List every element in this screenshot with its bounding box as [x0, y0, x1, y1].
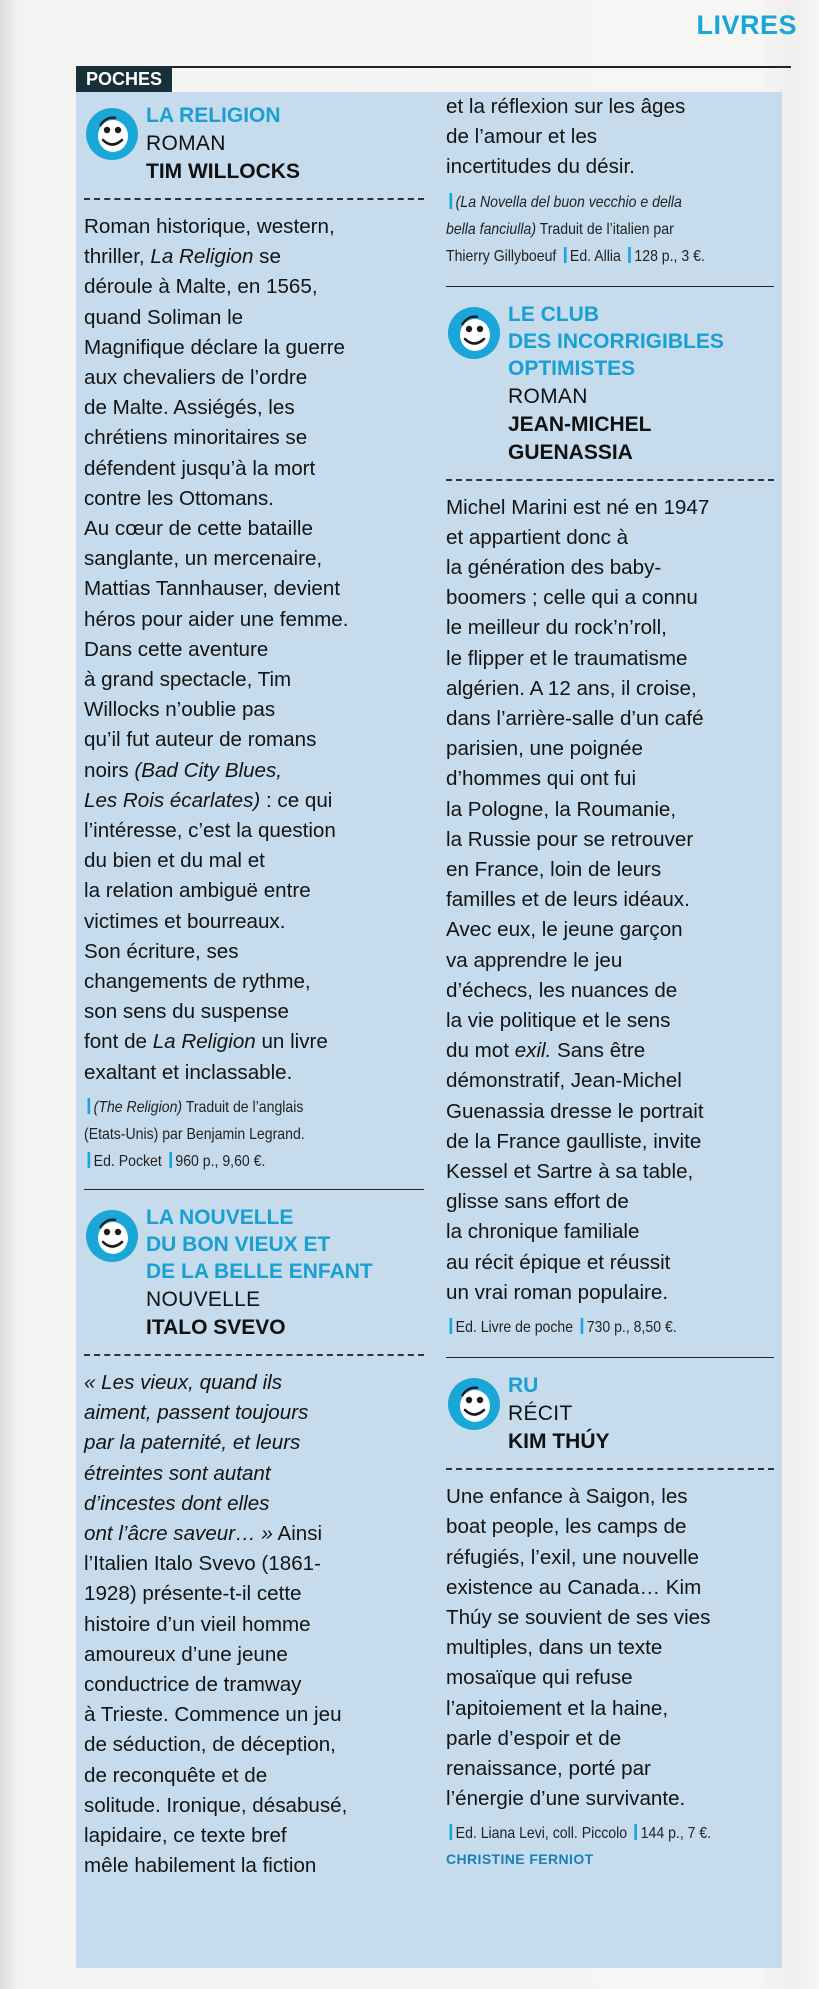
- body-line: [84, 1489, 424, 1519]
- italic-text: exil.: [514, 1039, 552, 1063]
- body-line: [446, 825, 774, 855]
- credit-line: [446, 1314, 735, 1341]
- italic-text: bella fanciulla): [446, 220, 537, 238]
- body-line: [446, 1157, 774, 1187]
- body-line: [446, 92, 774, 122]
- body-line: [84, 605, 424, 635]
- text-run: l’Italien Italo Svevo (1861-: [84, 1552, 321, 1576]
- text-run: la Pologne, la Roumanie,: [446, 797, 677, 821]
- separator-bar: [450, 193, 453, 209]
- entry-author: ITALO SVEVO: [146, 1315, 286, 1339]
- body-line: [446, 152, 774, 182]
- separator-bar: [88, 1152, 91, 1168]
- body-line: [446, 976, 774, 1006]
- entry-body: [446, 1482, 774, 1814]
- body-line: [446, 613, 774, 643]
- entry-body: [446, 92, 774, 183]
- body-line: [84, 1821, 424, 1851]
- text-run: un livre: [255, 1030, 328, 1054]
- text-run: Thúy se souvient de ses vies: [446, 1605, 711, 1629]
- body-line: [446, 1482, 774, 1512]
- entry-body: [84, 1368, 424, 1881]
- body-line: [84, 1027, 424, 1057]
- text-run: le meilleur du rock’n’roll,: [446, 616, 667, 640]
- text-run: de séduction, de déception,: [84, 1733, 336, 1757]
- text-run: existence au Canada… Kim: [446, 1575, 702, 1599]
- body-line: [84, 574, 424, 604]
- entry-divider: [446, 1357, 774, 1358]
- body-line: [84, 242, 424, 272]
- body-line: [446, 493, 774, 523]
- text-run: thriller,: [84, 245, 151, 269]
- text-run: Traduit de l’italien par: [536, 220, 674, 238]
- body-line: [446, 885, 774, 915]
- entry-divider: [84, 1189, 424, 1190]
- entry-nouvelle-continued: [446, 92, 774, 270]
- text-run: incertitudes du désir.: [446, 155, 635, 179]
- entry-headline: RU: [508, 1374, 539, 1398]
- text-run: 128 p., 3 €.: [634, 247, 705, 265]
- entry-credits: [446, 1314, 774, 1341]
- separator-bar: [581, 1318, 584, 1334]
- smiley-logo-icon: [86, 1210, 138, 1262]
- italic-text: (The Religion): [93, 1098, 183, 1116]
- body-line: [84, 1428, 424, 1458]
- body-line: [84, 212, 424, 242]
- body-line: [446, 674, 774, 704]
- body-line: [84, 544, 424, 574]
- text-run: chrétiens minoritaires se: [84, 426, 308, 450]
- text-run: Dans cette aventure: [84, 637, 269, 661]
- entry-credits: [446, 189, 774, 270]
- entry-genre: NOUVELLE: [146, 1287, 261, 1311]
- body-line: [446, 764, 774, 794]
- body-line: [84, 1549, 424, 1579]
- text-run: Kessel et Sartre à sa table,: [446, 1160, 694, 1184]
- smiley-logo-icon: [448, 307, 500, 359]
- text-run: : ce qui: [260, 788, 333, 812]
- body-line: [446, 1036, 774, 1066]
- body-line: [446, 915, 774, 945]
- entry-header: [84, 1204, 424, 1342]
- text-run: la chronique familiale: [446, 1220, 640, 1244]
- entry-credits: [84, 1094, 424, 1175]
- text-run: un vrai roman populaire.: [446, 1280, 669, 1304]
- entry-headline: DE LA BELLE ENFANT: [146, 1259, 373, 1283]
- body-line: [84, 1579, 424, 1609]
- text-run: Sans être: [551, 1039, 646, 1063]
- text-run: à Trieste. Commence un jeu: [84, 1703, 342, 1727]
- body-line: [446, 1543, 774, 1573]
- body-line: [84, 1519, 424, 1549]
- body-line: [446, 1603, 774, 1633]
- text-run: l’apitoiement et la haine,: [446, 1696, 669, 1720]
- italic-text: d’incestes dont elles: [84, 1491, 270, 1515]
- body-line: [446, 855, 774, 885]
- text-run: Magnifique déclare la guerre: [84, 335, 346, 359]
- body-line: [84, 1459, 424, 1489]
- body-line: [446, 946, 774, 976]
- text-run: Ed. Pocket: [93, 1152, 166, 1170]
- text-run: 144 p., 7 €.: [640, 1825, 712, 1843]
- text-run: son sens du suspense: [84, 1000, 289, 1024]
- text-run: exaltant et inclassable.: [84, 1060, 293, 1084]
- dashed-divider: [446, 1468, 774, 1470]
- left-column: [76, 92, 424, 1881]
- credit-line: [446, 216, 735, 243]
- body-line: [446, 1784, 774, 1814]
- credit-line: [84, 1121, 383, 1148]
- entry-credits: [446, 1820, 774, 1847]
- entry-body: [446, 493, 774, 1308]
- credit-line: [84, 1148, 383, 1175]
- body-line: [84, 423, 424, 453]
- body-line: [84, 1670, 424, 1700]
- body-line: [84, 1851, 424, 1881]
- section-title: LIVRES: [696, 10, 797, 40]
- separator-bar: [450, 1318, 453, 1334]
- entry-header: [446, 1372, 774, 1456]
- text-run: mosaïque qui refuse: [446, 1666, 633, 1690]
- entry-nouvelle: [84, 1204, 424, 1881]
- body-line: [84, 665, 424, 695]
- text-run: Michel Marini est né en 1947: [446, 495, 710, 519]
- text-run: déroule à Malte, en 1565,: [84, 275, 318, 299]
- text-run: Guenassia dresse le portrait: [446, 1099, 704, 1123]
- text-run: 960 p., 9,60 €.: [175, 1152, 266, 1170]
- text-run: du mot: [446, 1039, 515, 1063]
- body-line: [446, 553, 774, 583]
- text-run: de l’amour et les: [446, 125, 598, 149]
- text-run: aux chevaliers de l’ordre: [84, 366, 308, 390]
- body-line: [84, 333, 424, 363]
- text-run: Ed. Liana Levi, coll. Piccolo: [455, 1825, 631, 1843]
- text-run: va apprendre le jeu: [446, 948, 623, 972]
- body-line: [84, 1730, 424, 1760]
- entry-club: [446, 301, 774, 1341]
- text-run: démonstratif, Jean-Michel: [446, 1069, 682, 1093]
- text-run: glisse sans effort de: [446, 1190, 629, 1214]
- body-line: [84, 876, 424, 906]
- text-run: au récit épique et réussit: [446, 1250, 671, 1274]
- entry-genre: ROMAN: [508, 384, 588, 408]
- body-line: [84, 1761, 424, 1791]
- text-run: l’intéresse, c’est la question: [84, 819, 336, 843]
- text-run: contre les Ottomans.: [84, 486, 274, 510]
- text-run: héros pour aider une femme.: [84, 607, 349, 631]
- body-line: [446, 1187, 774, 1217]
- text-run: en France, loin de leurs: [446, 858, 662, 882]
- entry-body: [84, 212, 424, 1088]
- separator-bar: [88, 1098, 91, 1114]
- italic-text: (Bad City Blues,: [134, 758, 283, 782]
- body-line: [84, 967, 424, 997]
- text-run: 1928) présente-t-il cette: [84, 1582, 302, 1606]
- body-line: [84, 1058, 424, 1088]
- text-run: Ainsi: [272, 1521, 323, 1545]
- body-line: [84, 635, 424, 665]
- text-run: sanglante, un mercenaire,: [84, 547, 323, 571]
- body-line: [84, 1791, 424, 1821]
- text-run: de la France gaulliste, invite: [446, 1129, 702, 1153]
- text-run: victimes et bourreaux.: [84, 909, 286, 933]
- text-run: familles et de leurs idéaux.: [446, 888, 690, 912]
- text-run: se: [253, 245, 281, 269]
- entry-author: KIM THÚY: [508, 1430, 610, 1454]
- text-run: dans l’arrière-salle d’un café: [446, 707, 704, 731]
- text-run: Thierry Gillyboeuf: [446, 247, 561, 265]
- text-run: lapidaire, ce texte bref: [84, 1823, 287, 1847]
- body-line: [446, 523, 774, 553]
- body-line: [446, 122, 774, 152]
- entry-headline: DU BON VIEUX ET: [146, 1232, 331, 1256]
- text-run: réfugiés, l’exil, une nouvelle: [446, 1545, 699, 1569]
- body-line: [446, 1278, 774, 1308]
- body-line: [84, 937, 424, 967]
- text-run: de reconquête et de: [84, 1763, 268, 1787]
- text-run: histoire d’un vieil homme: [84, 1612, 311, 1636]
- top-rule: [76, 66, 791, 68]
- body-line: [446, 1663, 774, 1693]
- reviews-panel: [76, 92, 782, 1968]
- body-line: [84, 695, 424, 725]
- body-line: [446, 1097, 774, 1127]
- poches-tag: POCHES: [76, 66, 172, 92]
- dashed-divider: [84, 198, 424, 200]
- italic-text: « Les vieux, quand ils: [84, 1370, 283, 1394]
- dashed-divider: [84, 1354, 424, 1356]
- text-run: mêle habilement la fiction: [84, 1854, 317, 1878]
- credit-line: [84, 1094, 383, 1121]
- body-line: [84, 514, 424, 544]
- body-line: [84, 454, 424, 484]
- separator-bar: [635, 1824, 638, 1840]
- body-line: [446, 1573, 774, 1603]
- entry-ru: [446, 1372, 774, 1847]
- text-run: boomers ; celle qui a connu: [446, 586, 698, 610]
- text-run: parisien, une poignée: [446, 737, 643, 761]
- text-run: l’énergie d’une survivante.: [446, 1787, 686, 1811]
- body-line: [84, 786, 424, 816]
- text-run: font de: [84, 1030, 153, 1054]
- text-run: parle d’espoir et de: [446, 1726, 622, 1750]
- body-line: [84, 725, 424, 755]
- body-line: [84, 303, 424, 333]
- text-run: 730 p., 8,50 €.: [586, 1319, 677, 1337]
- text-run: changements de rythme,: [84, 970, 311, 994]
- entry-headline: LA RELIGION: [146, 104, 281, 127]
- italic-text: La Religion: [150, 245, 254, 269]
- text-run: conductrice de tramway: [84, 1672, 302, 1696]
- dashed-divider: [446, 479, 774, 481]
- body-line: [446, 1694, 774, 1724]
- text-run: qu’il fut auteur de romans: [84, 728, 317, 752]
- body-line: [446, 704, 774, 734]
- right-column: [446, 92, 774, 1867]
- text-run: et appartient donc à: [446, 525, 629, 549]
- body-line: [446, 644, 774, 674]
- body-line: [446, 795, 774, 825]
- italic-text: ont l’âcre saveur… »: [84, 1521, 273, 1545]
- text-run: boat people, les camps de: [446, 1515, 687, 1539]
- entry-headline: DES INCORRIGIBLES: [508, 329, 724, 353]
- text-run: Au cœur de cette bataille: [84, 517, 313, 541]
- body-line: [84, 272, 424, 302]
- entry-genre: ROMAN: [146, 132, 226, 155]
- body-line: [84, 363, 424, 393]
- entry-divider: [446, 286, 774, 287]
- signature: CHRISTINE FERNIOT: [446, 1851, 594, 1868]
- text-run: et la réflexion sur les âges: [446, 95, 686, 118]
- text-run: Une enfance à Saigon, les: [446, 1485, 688, 1509]
- italic-text: aiment, passent toujours: [84, 1401, 309, 1425]
- text-run: de Malte. Assiégés, les: [84, 396, 295, 420]
- text-run: algérien. A 12 ans, il croise,: [446, 676, 697, 700]
- credit-line: [446, 189, 735, 216]
- italic-text: étreintes sont autant: [84, 1461, 271, 1485]
- entry-author: GUENASSIA: [508, 440, 633, 464]
- text-run: d’échecs, les nuances de: [446, 978, 678, 1002]
- body-line: [446, 1248, 774, 1278]
- body-line: [84, 1610, 424, 1640]
- body-line: [84, 756, 424, 786]
- body-line: [84, 393, 424, 423]
- body-line: [446, 1512, 774, 1542]
- text-run: d’hommes qui ont fui: [446, 767, 637, 791]
- separator-bar: [564, 247, 567, 263]
- italic-text: La Religion: [152, 1030, 256, 1054]
- body-line: [84, 907, 424, 937]
- text-run: Son écriture, ses: [84, 939, 239, 963]
- italic-text: (La Novella del buon vecchio e della: [455, 193, 682, 211]
- text-run: la génération des baby-: [446, 556, 662, 580]
- body-line: [446, 1066, 774, 1096]
- text-run: Ed. Livre de poche: [455, 1319, 578, 1337]
- body-line: [84, 1640, 424, 1670]
- entry-author: JEAN-MICHEL: [508, 412, 652, 436]
- entry-author: TIM WILLOCKS: [146, 160, 300, 183]
- body-line: [446, 1633, 774, 1663]
- entry-headline: LA NOUVELLE: [146, 1205, 294, 1229]
- text-run: multiples, dans un texte: [446, 1636, 663, 1660]
- text-run: amoureux d’une jeune: [84, 1642, 288, 1666]
- text-run: Mattias Tannhauser, devient: [84, 577, 341, 601]
- body-line: [446, 583, 774, 613]
- body-line: [446, 1006, 774, 1036]
- body-line: [446, 1724, 774, 1754]
- separator-bar: [169, 1152, 172, 1168]
- credit-line: [446, 243, 735, 270]
- text-run: défendent jusqu’à la mort: [84, 456, 316, 480]
- text-run: Avec eux, le jeune garçon: [446, 918, 683, 942]
- text-run: Roman historique, western,: [84, 215, 335, 238]
- text-run: la Russie pour se retrouver: [446, 827, 694, 851]
- body-line: [446, 1754, 774, 1784]
- body-line: [446, 1127, 774, 1157]
- separator-bar: [450, 1824, 453, 1840]
- entry-religion: [84, 92, 424, 1175]
- entry-header: [84, 102, 424, 186]
- text-run: à grand spectacle, Tim: [84, 668, 292, 692]
- entry-headline: LE CLUB: [508, 302, 599, 326]
- text-run: (Etats-Unis) par Benjamin Legrand.: [84, 1125, 305, 1143]
- body-line: [84, 1398, 424, 1428]
- text-run: renaissance, porté par: [446, 1756, 651, 1780]
- body-line: [84, 997, 424, 1027]
- italic-text: par la paternité, et leurs: [84, 1431, 301, 1455]
- text-run: noirs: [84, 758, 135, 782]
- text-run: la relation ambiguë entre: [84, 879, 311, 903]
- text-run: solitude. Ironique, désabusé,: [84, 1793, 348, 1817]
- text-run: quand Soliman le: [84, 305, 244, 329]
- text-run: du bien et du mal et: [84, 849, 265, 873]
- body-line: [446, 734, 774, 764]
- text-run: Willocks n’oublie pas: [84, 698, 276, 722]
- separator-bar: [628, 247, 631, 263]
- italic-text: Les Rois écarlates): [84, 788, 261, 812]
- text-run: la vie politique et le sens: [446, 1009, 671, 1033]
- text-run: Ed. Allia: [569, 247, 625, 265]
- text-run: Traduit de l’anglais: [182, 1098, 304, 1116]
- entry-genre: RÉCIT: [508, 1402, 573, 1426]
- credit-line: [446, 1820, 735, 1847]
- smiley-logo-icon: [86, 108, 138, 160]
- entry-headline: OPTIMISTES: [508, 356, 636, 380]
- body-line: [84, 816, 424, 846]
- body-line: [84, 1700, 424, 1730]
- body-line: [84, 1368, 424, 1398]
- smiley-logo-icon: [448, 1378, 500, 1430]
- body-line: [84, 484, 424, 514]
- body-line: [84, 846, 424, 876]
- body-line: [446, 1217, 774, 1247]
- text-run: le flipper et le traumatisme: [446, 646, 688, 670]
- entry-header: [446, 301, 774, 467]
